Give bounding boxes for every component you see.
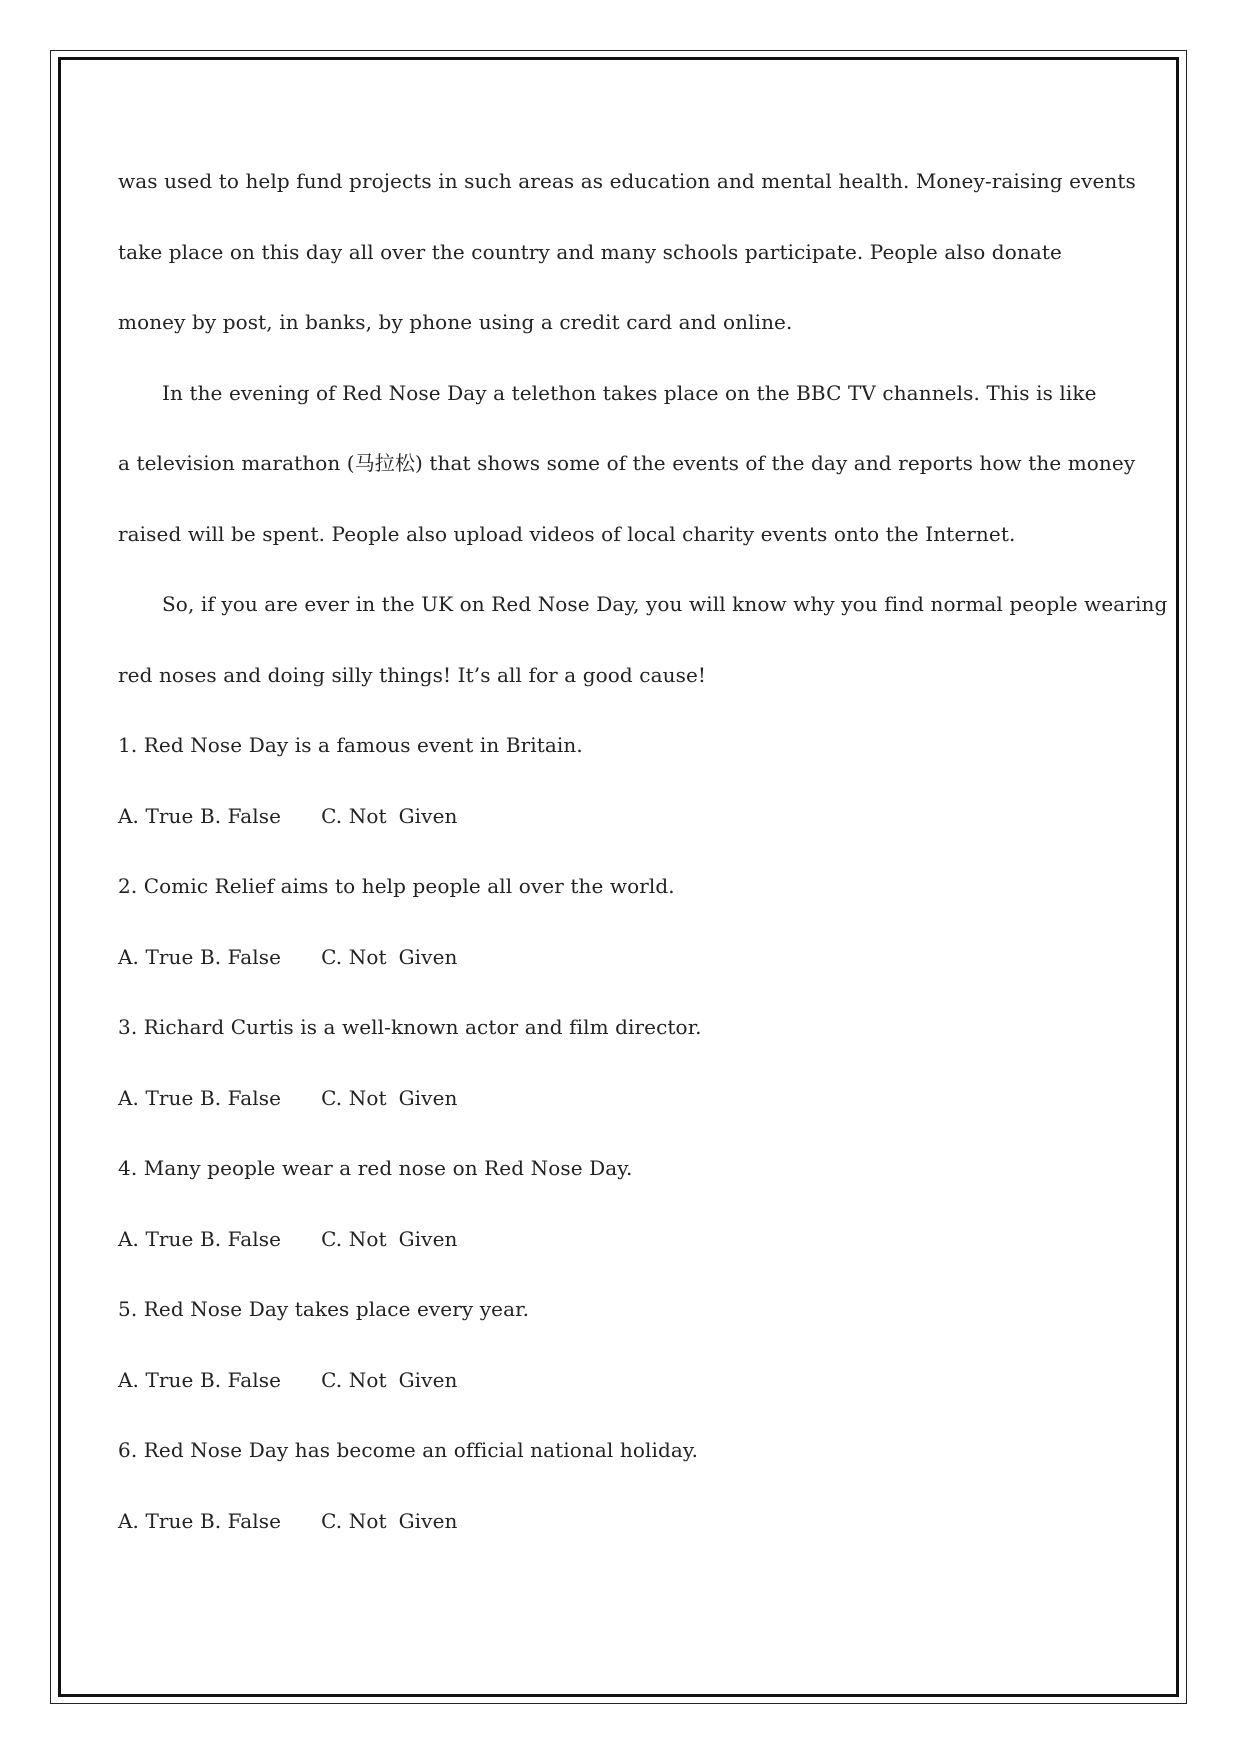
option-not-given: C. Not bbox=[321, 1367, 387, 1392]
passage-line: raised will be spent. People also upload videos of local charity events onto the Internet. bbox=[118, 521, 1016, 546]
option-false: B. False bbox=[199, 1367, 282, 1392]
option-false: B. False bbox=[199, 944, 282, 969]
option-not-given: C. Not bbox=[321, 1508, 387, 1533]
question-3-options bbox=[118, 1084, 1128, 1155]
option-not-given: C. Not bbox=[321, 1085, 387, 1110]
option-true: A. True bbox=[118, 1508, 194, 1533]
option-true: A. True bbox=[118, 1226, 194, 1251]
option-not-given-word: Given bbox=[398, 803, 458, 828]
question-2-options bbox=[118, 943, 1128, 1014]
option-false: B. False bbox=[199, 803, 282, 828]
passage-line: money by post, in banks, by phone using a credit card and online. bbox=[118, 310, 793, 334]
option-not-given-word: Given bbox=[398, 944, 458, 969]
option-true: A. True bbox=[118, 1367, 194, 1392]
option-not-given: C. Not bbox=[321, 803, 387, 828]
question-5-options bbox=[118, 1366, 1128, 1437]
option-false: B. False bbox=[199, 1085, 282, 1110]
passage-line: take place on this day all over the country and many schools participate. People also donate bbox=[118, 239, 1062, 264]
option-not-given-word: Given bbox=[398, 1226, 458, 1251]
option-not-given: C. Not bbox=[321, 1226, 387, 1251]
option-false: B. False bbox=[199, 1226, 282, 1251]
question-6-options bbox=[118, 1507, 1128, 1578]
question-5: 5. Red Nose Day takes place every year. bbox=[118, 1297, 530, 1321]
option-true: A. True bbox=[118, 1085, 194, 1110]
question-4: 4. Many people wear a red nose on Red Nose Day. bbox=[118, 1156, 633, 1180]
document-body bbox=[118, 167, 1168, 1577]
passage-line: In the evening of Red Nose Day a telethon takes place on the BBC TV channels. This is like bbox=[162, 380, 1097, 405]
option-not-given-word: Given bbox=[398, 1508, 458, 1533]
option-true: A. True bbox=[118, 944, 194, 969]
passage-line: red noses and doing silly things! It’s all for a good cause! bbox=[118, 662, 707, 687]
question-2: 2. Comic Relief aims to help people all over the world. bbox=[118, 874, 675, 898]
question-4-options bbox=[118, 1225, 1128, 1296]
option-true: A. True bbox=[118, 803, 194, 828]
question-1-options bbox=[118, 802, 1128, 873]
question-1: 1. Red Nose Day is a famous event in Britain. bbox=[118, 733, 583, 757]
option-not-given: C. Not bbox=[321, 944, 387, 969]
question-3: 3. Richard Curtis is a well-known actor and film director. bbox=[118, 1015, 702, 1039]
option-not-given-word: Given bbox=[398, 1085, 458, 1110]
passage-line: So, if you are ever in the UK on Red Nose Day, you will know why you find normal people wearing bbox=[162, 592, 1168, 616]
option-not-given-word: Given bbox=[398, 1367, 458, 1392]
option-false: B. False bbox=[199, 1508, 282, 1533]
passage-line: a television marathon (马拉松) that shows some of the events of the day and reports how the money bbox=[118, 451, 1136, 475]
question-6: 6. Red Nose Day has become an official national holiday. bbox=[118, 1438, 699, 1462]
passage-line: was used to help fund projects in such areas as education and mental health. Money-raising events bbox=[118, 169, 1136, 193]
